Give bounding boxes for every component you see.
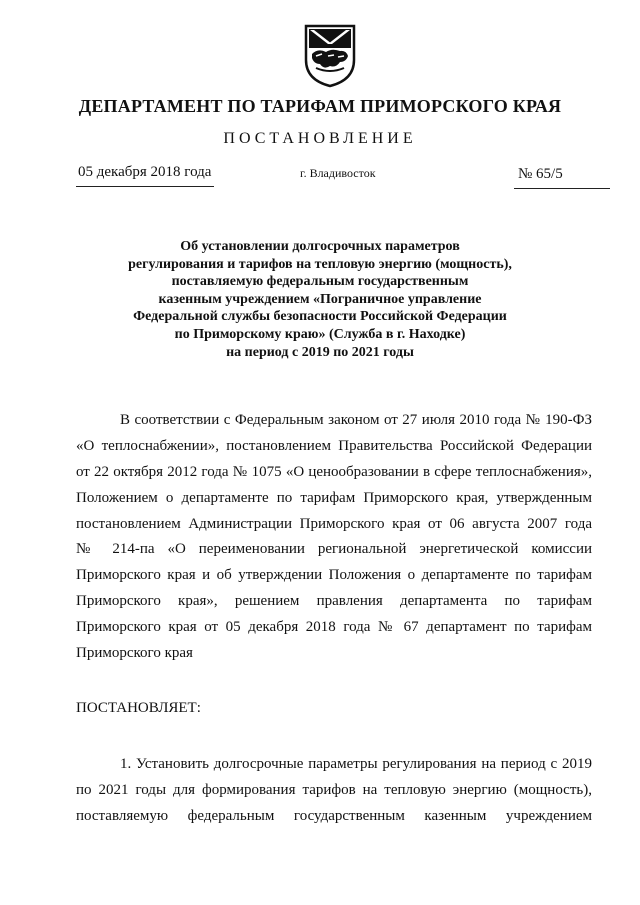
subject-line: по Приморскому краю» (Служба в г. Находке) bbox=[174, 326, 466, 342]
subject-line: на период с 2019 по 2021 годы bbox=[226, 344, 414, 360]
document-type: ПОСТАНОВЛЕНИЕ bbox=[223, 130, 417, 147]
subject-line: поставляемую федеральным государственным bbox=[171, 274, 469, 290]
preamble-line: «О теплоснабжении», постановлением Правительства Российской Федерации bbox=[76, 437, 592, 454]
decree-number: № 65/5 bbox=[518, 166, 563, 182]
date-underline bbox=[76, 186, 214, 187]
item-1-line: по 2021 годы для формирования тарифов на тепловую энергию (мощность), bbox=[76, 781, 592, 798]
preamble-line: Приморского края от 05 декабря 2018 года № 67 департамент по тарифам bbox=[76, 619, 592, 636]
item-1-line: поставляемую федеральным государственным казенным учреждением bbox=[76, 807, 592, 824]
decree-city: г. Владивосток bbox=[300, 166, 376, 180]
subject-line: Федеральной службы безопасности Российской Федерации bbox=[133, 309, 507, 325]
item-1-paragraph bbox=[76, 752, 592, 830]
decree-date: 05 декабря 2018 года bbox=[78, 164, 212, 180]
preamble-line: Приморского края», решением правления департамента по тарифам bbox=[76, 593, 592, 610]
subject-line: Об установлении долгосрочных параметров bbox=[180, 239, 460, 254]
preamble-line: от 22 октября 2012 года № 1075 «О ценообразовании в сфере теплоснабжения», bbox=[76, 463, 592, 480]
department-title: ДЕПАРТАМЕНТ ПО ТАРИФАМ ПРИМОРСКОГО КРАЯ bbox=[78, 96, 562, 116]
number-underline bbox=[514, 188, 610, 189]
preamble-line: постановлением Администрации Приморского края от 06 августа 2007 года bbox=[76, 515, 592, 532]
item-1-line: 1. Установить долгосрочные параметры регулирования на период с 2019 bbox=[120, 756, 592, 772]
preamble-line: Приморского края bbox=[76, 645, 193, 662]
preamble-line: № 214-па «О переименовании региональной энергетической комиссии bbox=[76, 541, 592, 558]
preamble-line: Приморского края и об утверждении Положения о департаменте по тарифам bbox=[76, 567, 592, 584]
subject-line: казенным учреждением «Пограничное управление bbox=[158, 291, 482, 307]
resolves-heading: ПОСТАНОВЛЯЕТ: bbox=[76, 700, 201, 716]
subject-line: регулирования и тарифов на тепловую энергию (мощность), bbox=[128, 256, 512, 272]
decree-subject bbox=[100, 238, 540, 361]
preamble-line: Положением о департаменте по тарифам Приморского края, утвержденным bbox=[76, 489, 592, 506]
preamble-line: В соответствии с Федеральным законом от 27 июля 2010 года № 190-ФЗ bbox=[120, 412, 592, 428]
coat-of-arms-emblem bbox=[302, 24, 358, 88]
preamble-paragraph bbox=[76, 408, 592, 667]
